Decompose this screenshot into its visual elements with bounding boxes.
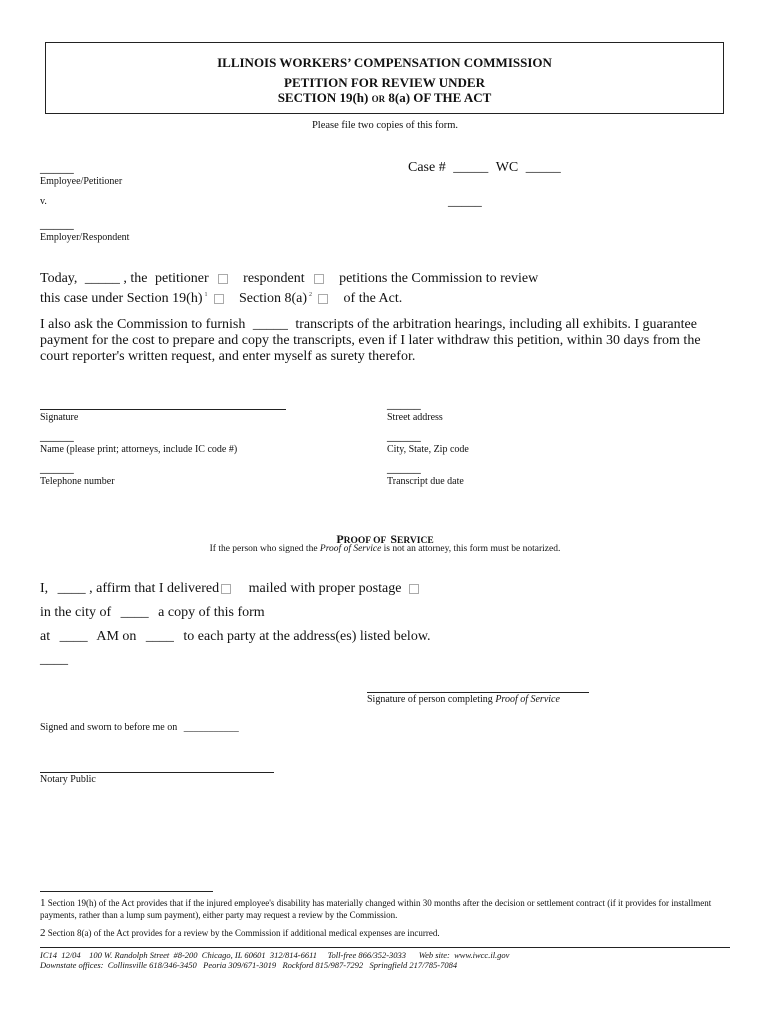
sworn-line: Signed and sworn to before me on ___________ bbox=[40, 722, 239, 733]
employee-input[interactable]: _____ bbox=[40, 160, 74, 175]
case-number-input[interactable]: _____ bbox=[453, 160, 489, 175]
delivered-checkbox[interactable] bbox=[221, 584, 231, 594]
signature-label: Signature bbox=[40, 412, 79, 423]
footer-divider bbox=[40, 947, 730, 948]
footnote-divider bbox=[40, 891, 213, 892]
due-date-input[interactable]: _____ bbox=[387, 460, 421, 475]
employer-input[interactable]: _____ bbox=[40, 216, 74, 231]
section-19h-checkbox[interactable] bbox=[214, 294, 224, 304]
footer-offices: Downstate offices: Collinsville 618/346-3450 Peoria 309/671-3019 Rockford 815/987-7292 Springfield 217/785-7084 bbox=[40, 960, 458, 970]
versus-text: v. bbox=[40, 196, 47, 207]
footnote-1: 1 Section 19(h) of the Act provides that if the injured employee's disability has materially changed within 30 months after the decision or settlement contract (if it provides for installment payments, rather than a lump sum payment), either party may request a review by the Commission. bbox=[40, 897, 712, 920]
mailed-checkbox[interactable] bbox=[409, 584, 419, 594]
server-signature-line[interactable] bbox=[367, 692, 589, 693]
commission-title: ILLINOIS WORKERS’ COMPENSATION COMMISSION bbox=[217, 55, 552, 70]
notary-label: Notary Public bbox=[40, 774, 96, 785]
case-second-input[interactable]: _____ bbox=[448, 193, 482, 208]
notary-signature-line[interactable] bbox=[40, 772, 274, 773]
service-time-input[interactable]: ____ bbox=[59, 629, 88, 644]
footnote-2: 2 Section 8(a) of the Act provides for a review by the Commission if additional medical expenses are incurred. bbox=[40, 927, 440, 939]
section-8a-checkbox[interactable] bbox=[318, 294, 328, 304]
sworn-date-input[interactable]: ___________ bbox=[183, 722, 239, 733]
transcripts-count-input[interactable]: _____ bbox=[252, 317, 288, 332]
form-subtitle: SECTION 19(h) OR 8(a) OF THE ACT bbox=[277, 90, 492, 105]
affiant-name-input[interactable]: ____ bbox=[57, 581, 86, 596]
employer-label: Employer/Respondent bbox=[40, 232, 130, 243]
due-date-label: Transcript due date bbox=[387, 476, 464, 487]
street-input[interactable]: _____ bbox=[387, 396, 421, 411]
service-date-input[interactable]: ____ bbox=[145, 629, 174, 644]
footer-address: IC14 12/04 100 W. Randolph Street #8-200 Chicago, IL 60601 312/814-6611 Toll-free 866/352-3033 Web site: www.iwcc.il.gov bbox=[40, 950, 510, 960]
instructions: Please file two copies of this form. bbox=[311, 120, 459, 131]
petitioner-checkbox[interactable] bbox=[218, 274, 228, 284]
name-input[interactable]: _____ bbox=[40, 428, 74, 443]
street-label: Street address bbox=[387, 412, 443, 423]
form-title: PETITION FOR REVIEW UNDER bbox=[284, 75, 485, 90]
date-input[interactable]: _____ bbox=[84, 271, 120, 286]
case-number-row: Case # _____ WC _____ bbox=[408, 160, 561, 175]
city-label: City, State, Zip code bbox=[387, 444, 469, 455]
server-signature-label: Signature of person completing Proof of Service bbox=[367, 694, 560, 705]
employee-label: Employee/Petitioner bbox=[40, 176, 123, 187]
transcript-paragraph: I also ask the Commission to furnish _____ transcripts of the arbitration hearings, including all exhibits. I guarantee payment for the cost to prepare and copy the transcripts, even if I later withdraw this petition, within 30 days from the court reporter's written request, and enter myself as surety therefor. bbox=[40, 317, 701, 364]
proof-of-service-title: PROOF OF SERVICE bbox=[336, 532, 434, 546]
city-line: in the city of ____ a copy of this form bbox=[40, 605, 265, 620]
signature-line[interactable] bbox=[40, 409, 286, 410]
city-input[interactable]: _____ bbox=[387, 428, 421, 443]
wc-number-input[interactable]: _____ bbox=[525, 160, 561, 175]
addresses-input[interactable]: ____ bbox=[40, 652, 68, 667]
phone-label: Telephone number bbox=[40, 476, 115, 487]
petition-line-1: Today, _____ , the petitioner respondent petitions the Commission to review bbox=[40, 271, 539, 286]
notarize-note: If the person who signed the Proof of Service is not an attorney, this form must be notarized. bbox=[209, 544, 561, 554]
petition-line-2: this case under Section 19(h) $^1$ Section 8(a) $^2$ of the Act. bbox=[40, 291, 403, 306]
time-line: at ____ AM on ____ to each party at the address(es) listed below. bbox=[40, 629, 431, 644]
respondent-checkbox[interactable] bbox=[314, 274, 324, 284]
service-city-input[interactable]: ____ bbox=[120, 605, 149, 620]
affirm-line: I, ____ , affirm that I delivered mailed with proper postage bbox=[40, 581, 425, 597]
phone-input[interactable]: _____ bbox=[40, 460, 74, 475]
name-label: Name (please print; attorneys, include IC code #) bbox=[40, 444, 238, 455]
